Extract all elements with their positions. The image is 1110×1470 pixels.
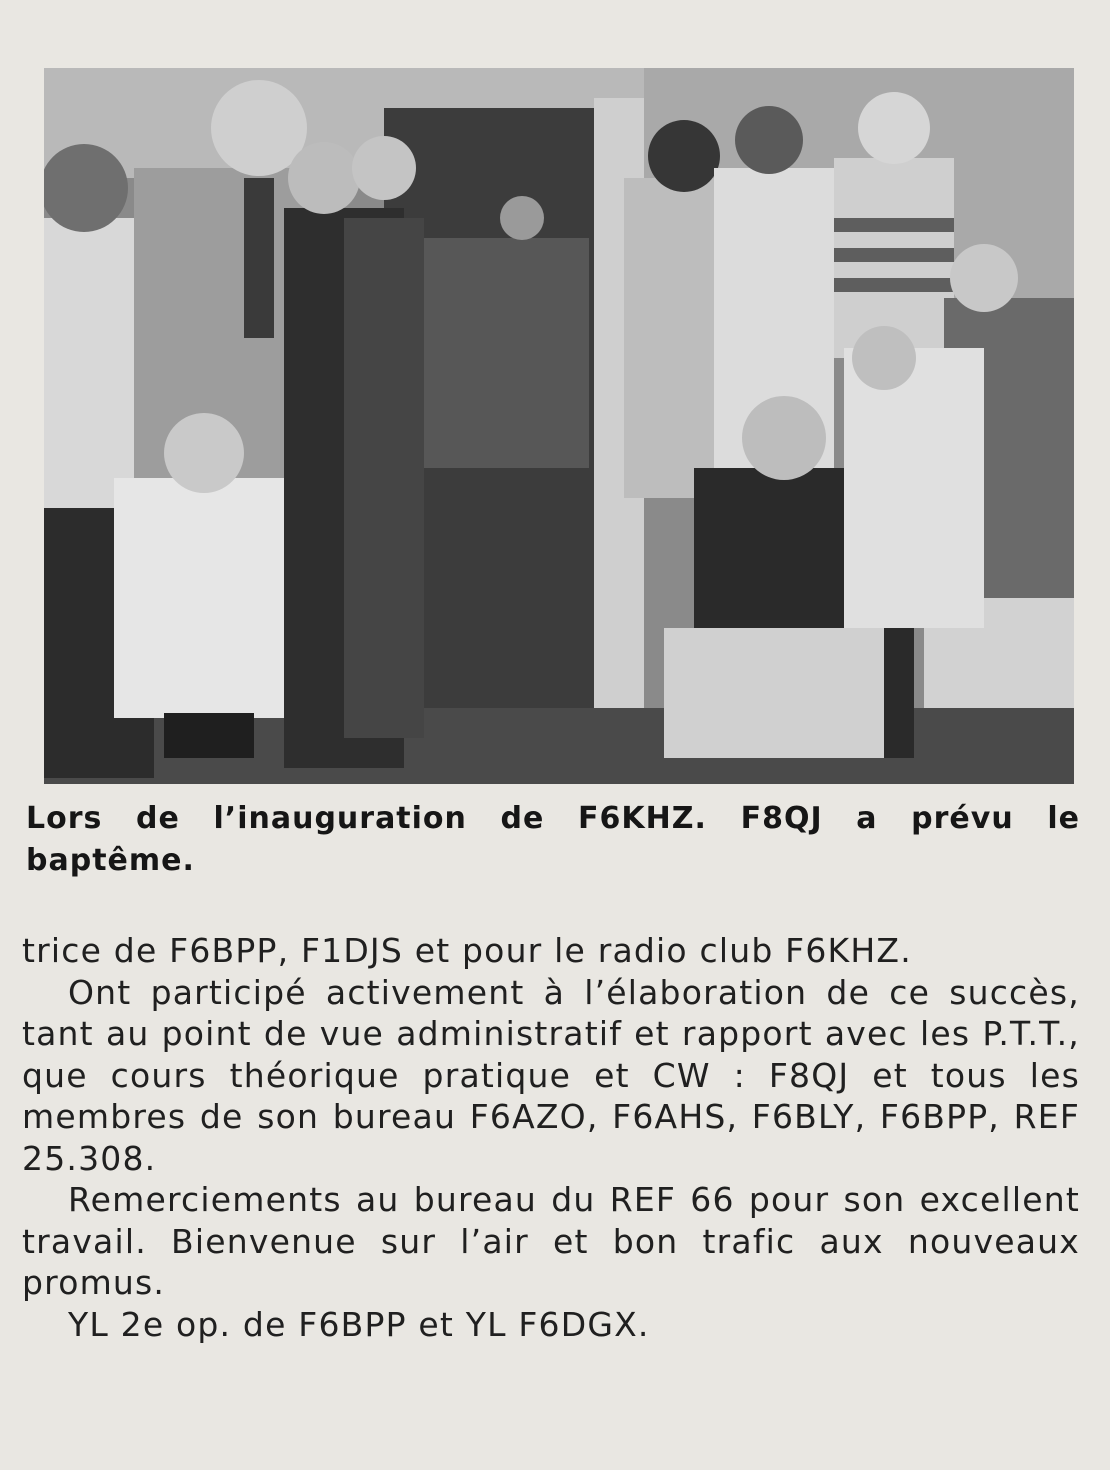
group-photo (44, 68, 1074, 784)
article-paragraph: YL 2e op. de F6BPP et YL F6DGX. (68, 1304, 650, 1344)
article-paragraph: trice de F6BPP, F1DJS et pour le radio club F6KHZ. (22, 931, 912, 970)
article-paragraph: Remerciements au bureau du REF 66 pour son excellent travail. Bienvenue sur l’air et bon trafic aux nouveaux promus. (22, 1180, 1080, 1302)
photo-illustration (44, 68, 1074, 784)
article-paragraph: Ont participé activement à l’élaboration de ce succès, tant au point de vue administratif et rapport avec les P.T.T., que cours théorique pratique et CW : F8QJ et tous les membres de son bureau F6AZO, F6AHS, F6BLY, F6BPP, REF 25.308. (22, 972, 1080, 1178)
photo-caption: Lors de l’inauguration de F6KHZ. F8QJ a prévu le baptême. (26, 801, 1080, 878)
article-body (22, 930, 1080, 1345)
